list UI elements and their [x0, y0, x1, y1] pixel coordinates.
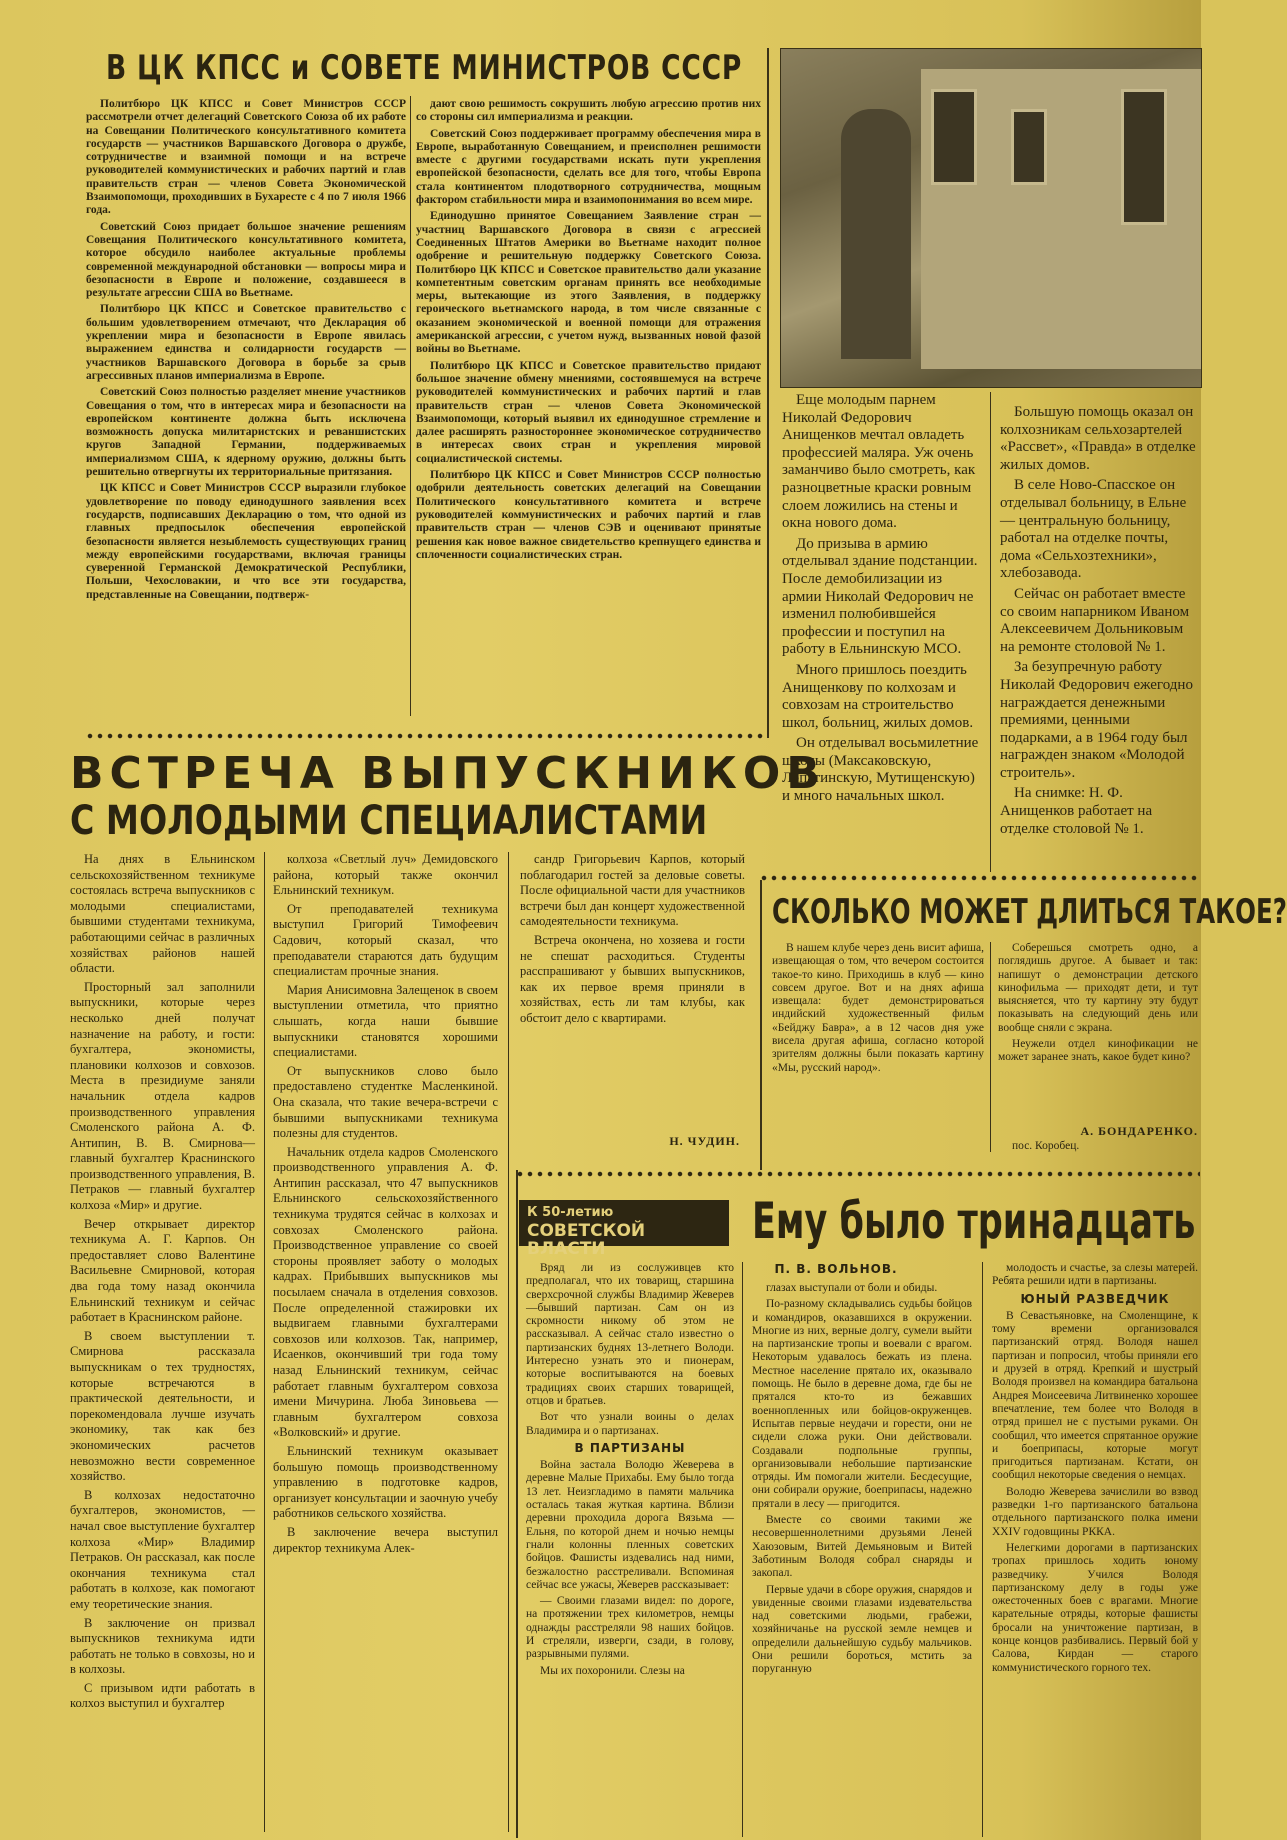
article2-column-1 [70, 852, 255, 1832]
paragraph: Встреча окончена, но хозяева и гости не спешат расходиться. Студенты расспрашивают у бывших выпускников, как их первое время приняли в хозяйствах, есть ли там клубы, как обстоит дело с квартирами. [520, 932, 745, 1025]
paragraph: Ельнинский техникум оказывает большую помощь производственному управлению в подготовке кадров, организует консультации и заочную учебу работников сельского хозяйства. [273, 1443, 498, 1521]
badge-line2: СОВЕТСКОЙ ВЛАСТИ [527, 1221, 646, 1259]
headline-meeting-line2: С МОЛОДЫМИ СПЕЦИАЛИСТАМИ [70, 798, 708, 844]
paragraph: Неужели отдел кинофикации не может заранее знать, какое будет кино? [998, 1038, 1198, 1064]
paragraph: глазах выступали от боли и обиды. [766, 1282, 938, 1294]
column-rule [516, 1170, 518, 1838]
subheading: ЮНЫЙ РАЗВЕДЧИК [1020, 1291, 1170, 1306]
column-rule [982, 1262, 983, 1837]
separator [516, 1170, 1200, 1178]
paragraph: За безупречную работу Николай Федорович ежегодно награждается денежными премиями, ценными подарками, а в 1964 году был награжден знаком «Молодой строитель». [1000, 659, 1193, 781]
subheading: В ПАРТИЗАНЫ [574, 1440, 686, 1455]
paragraph: Политбюро ЦК КПСС и Совет Министров СССР полностью одобрили деятельность советских делегаций на Совещании Политического консультативного комитета и встрече руководителей коммунистических и рабочих партий и глав правительств стран — членов СЭВ и оценивают принятые решения как новое важное свидетельство крепнущего единства и сплоченности социалистических стран. [416, 469, 761, 561]
paragraph: колхоза «Светлый луч» Демидовского района, который также окончил Ельнинский техникум. [273, 852, 498, 898]
anniversary-badge [519, 1200, 729, 1259]
paragraph: Советский Союз поддерживает программу обеспечения мира в Европе, выработанную Совещанием, и преисполнен решимости вместе с другими государствами искать пути укрепления европейской безопасности, сделать все для того, чтобы Европа стала континентом плодотворного сотрудничества, мощным фактором стабильности мира и взаимопонимания во всем мире. [416, 127, 761, 207]
paragraph: Советский Союз придает большое значение решениям Совещания Политического консультативного комитета, которое обсудило наиболее актуальные проблемы современной международной обстановки — вопросы мира и безопасности в Европе и положение, создавшееся в результате агрессии США во Вьетнаме. [86, 220, 406, 300]
paragraph: Начальник отдела кадров Смоленского производственного управления А. Ф. Антипин рассказал, что 47 выпускников Ельнинского сельскохозяйственного техникума трудятся сейчас в колхозах и совхозах Смоленского района. Производственное управление со своей стороны проявляет заботу о молодых кадрах. Прибывших выпускников мы посылаем сначала в отделения совхозов. После определенной стажировки их выдвигаем главными бухгалтерами совхозов или колхозов. Так, например, Исаенков, окончивший три года тому назад Ельнинский техникум, сейчас работает главным бухгалтером совхоза имени Мичурина. Люба Зиновьева — главным бухгалтером совхоза «Волковский» и другие. [273, 1144, 498, 1440]
article1-column-1 [86, 98, 406, 718]
paragraph: Сейчас он работает вместе со своим напарником Иваном Алексеевичем Дольниковым на ремонте столовой № 1. [1000, 585, 1190, 655]
paragraph: Много пришлось поездить Анищенкову по колхозам и совхозам на строительство школ, больниц, жилых домов. [782, 661, 974, 731]
article2-column-3 [520, 852, 745, 1142]
badge-line1: К 50-летию [527, 1205, 614, 1220]
paragraph: Советский Союз полностью разделяет мнение участников Совещания о том, что в интересах мира и безопасности на европейском континенте должна быть исключена возможность допуска милитаристских и реваншистских кругов Западной Германии, поддерживаемых империализмом США, к ядерному оружию, должны быть решительно отвергнуты их территориальные притязания. [86, 386, 406, 479]
article1-column-2 [416, 98, 761, 718]
paragraph: Политбюро ЦК КПСС и Советское правительство с большим удовлетворением отмечают, что Декларация об укреплении мира и безопасности в Европе явилась выражением единства и солидарности государств — участников Варшавского Договора в борьбе за срыв агрессивных планов империализма в Европе. [86, 303, 406, 382]
headline-how-long: СКОЛЬКО МОЖЕТ ДЛИТЬСЯ ТАКОЕ? [772, 892, 1287, 932]
separator [86, 732, 766, 740]
paragraph: В колхозах недостаточно бухгалтеров, экономистов, — начал свое выступление бухгалтер колхоза «Мир» Владимир Петраков. Он рассказал, как после окончания техникума стал работать в колхозе, как помогают ему теоретические знания. [70, 1487, 255, 1611]
paragraph: На днях в Ельнинском сельскохозяйственном техникуме состоялась встреча выпускников с молодыми специалистами, бывшими студентами техникума, работающими сейчас в различных хозяйствах районов нашей области. [70, 852, 255, 976]
paragraph: Мария Анисимовна Залещенок в своем выступлении отметила, что приятно слышать, когда наши бывшие выпускники становятся хорошими специалистами. [273, 982, 498, 1060]
paragraph: В заключение он призвал выпускников техникума идти работать не только в совхозы, но и в колхозы. [70, 1615, 255, 1677]
paragraph: ЦК КПСС и Совет Министров СССР выразили глубокое удовлетворение по поводу единодушного заявления всех государств, подписавших Декларацию о том, что одной из главных предпосылок обеспечения европейской безопасности является незыблемость существующих границ между европейскими государствами, включая границы суверенной Германской Демократической Республики, Польши, Чехословакии, и что все эти государства, представленные на Совещании, подтверж- [86, 482, 406, 601]
headline-thirteen: Ему было тринадцать [752, 1192, 1196, 1250]
paragraph: Война застала Володю Жеверева в деревне Малые Прихабы. Ему было тогда 13 лет. Неизгладимо в памяти мальчика осталась такая жуткая картина. Вблизи деревни проходила дорога Вязьма — Ельня, по которой днем и ночью немцы гнали колонны пленных советских бойцов. Фашисты издевались над ними, безжалостно расстреливали. Вспоминая сейчас все ужасы, Жеверев рассказывает: [526, 1459, 734, 1591]
paragraph: Володю Жеверева зачислили во взвод разведки 1-го партизанского батальона отдельного партизанского полка имени XXIV годовщины РККА. [992, 1485, 1198, 1538]
article3-column-2 [998, 942, 1198, 1142]
column-rule [410, 96, 411, 716]
paragraph: По-разному складывались судьбы бойцов и командиров, оказавшихся в окружении. Многие из них, верные долгу, сумели выйти на партизанские тропы и воевали с врагом. Некоторым удавалось бежать из плена. Местное население прятало их, оказывало помощь. Не было в деревне дома, где бы не прятался кто-то из бежавших военнопленных или бойцов-окруженцев. Испытав первые неудачи и горести, они не сидели сложа руки. Они действовали. Создавали подпольные группы, организовывали небольшие партизанские отряды. Им помогали жители. Бесдесущие, они собирали оружие, боеприпасы, надежно прятали в лесу — пригодится. [752, 1298, 972, 1510]
paragraph: Соберешься смотреть одно, а поглядишь другое. А бывает и так: напишут о демонстрации детского кинофильма — приходят дети, и тут выясняется, что ту картину эту будут показывать на следующий день или вообще сняли с экрана. [998, 942, 1198, 1034]
paragraph: В нашем клубе через день висит афиша, извещающая о том, что вечером состоится такое-то кино. Приходишь в клуб — кино совсем другое. Вот и на днях афиша извещала: будет демонстрироваться индийский художественный фильм «Бейджу Бавра», а в 12 часов дня уже висела другая афиша, согласно которой зрителям должны были показать картину «Мы, русский народ». [772, 942, 984, 1074]
paragraph: От преподавателей техникума выступил Григорий Тимофеевич Садович, который сказал, что преподаватели стараются дать будущим специалистам прочные знания. [273, 901, 498, 979]
paragraph: Еще молодым парнем Николай Федорович Анищенков мечтал овладеть профессией маляра. Уж очень заманчиво было смотреть, как разноцветные краски ровным слоем ложились на стены и окна нового дома. [782, 392, 976, 532]
paragraph: — Своими глазами видел: по дороге, на протяжении трех километров, немцы однажды расстреляли 98 наших бойцов. И стреляли, изверги, сзади, в голову, разрывными пулями. [526, 1595, 734, 1661]
column-rule [990, 392, 991, 872]
article2-column-2 [273, 852, 498, 1832]
signature-chudin: Н. ЧУДИН. [669, 1134, 740, 1148]
paragraph: Вот что узнали воины о делах Владимира и о партизанах. [526, 1411, 734, 1437]
separator [760, 874, 1200, 882]
column-rule [508, 852, 509, 1832]
article3-column-1 [772, 942, 984, 1152]
headline-cpsu: В ЦК КПСС и СОВЕТЕ МИНИСТРОВ СССР [106, 48, 743, 88]
place-korobets: пос. Коробец. [1012, 1140, 1080, 1152]
paragraph: молодость и счастье, за слезы матерей. Ребята решили идти в партизаны. [992, 1262, 1198, 1288]
paragraph: Большую помощь оказал он колхозникам сельхозартелей «Рассвет», «Правда» в отделке жилых домов. [1000, 404, 1196, 473]
photo-story-column-1 [782, 392, 982, 872]
article4-column-2 [752, 1282, 972, 1837]
column-rule [990, 942, 991, 1152]
paragraph: На снимке: Н. Ф. Анищенков работает на отделке столовой № 1. [1000, 785, 1153, 837]
photo-painter [780, 48, 1202, 388]
paragraph: Вряд ли из сослуживцев кто предполагал, что их товарищ, старшина сверхсрочной службы Владимир Жеверев—бывший партизан. Сам он из скромности никому об этом не рассказывал. А сейчас стало известно о партизанских буднях 13-летнего Володи. Интересно узнать это и пионерам, которые воспитываются на боевых традициях своих старших товарищей, отцов и братьев. [526, 1262, 734, 1407]
signature-bondarenko: А. БОНДАРЕНКО. [1080, 1124, 1198, 1138]
column-rule [767, 48, 769, 738]
paragraph: Первые удачи в сборе оружия, снарядов и увиденные своими глазами издевательства над советскими людьми, грабежи, хозяйничанье на русской земле немцев и определили дальнейшую судьбу мальчиков. Они решили бороться, мстить за поруганную [752, 1583, 972, 1676]
paragraph: дают свою решимость сокрушить любую агрессию против них со стороны сил империализма и реакции. [416, 98, 761, 124]
paragraph: Он отделывал восьмилетние школы (Максаковскую, Лопатинскую, Мутищенскую) и много начальных школ. [782, 735, 979, 805]
photo-story-column-2 [1000, 404, 1200, 874]
paragraph: Политбюро ЦК КПСС и Советское правительство придают большое значение обмену мнениями, состоявшемуся на встрече руководителей коммунистических и рабочих партий и глав правительств стран — членов Совета Экономической Взаимопомощи, который выявил их единодушное стремление и далее расширять разностороннее экономическое сотрудничество в интересах своих стран и укрепления мировой социалистической системы. [416, 359, 761, 465]
article4-column-3 [992, 1262, 1198, 1837]
paragraph: Мы их похоронили. Слезы на [540, 1664, 685, 1677]
paragraph: Просторный зал заполнили выпускники, которые через несколько дней получат назначение на работу, и гости: бухгалтера, экономисты, плановики колхозов и совхозов. Места в президиуме заняли начальник отдела кадров производственного управления Смоленского района А. Ф. Антипин, В. В. Смирнова—главный бухгалтер Краснинского производственного управления, В. Петраков — главный бухгалтер колхоза «Мир» и другие. [70, 979, 255, 1213]
paragraph: Единодушно принятое Совещанием Заявление стран — участниц Варшавского Договора в связи с агрессией Соединенных Штатов Америки во Вьетнаме находит полное одобрение и решительную поддержку Советского Союза. Политбюро ЦК КПСС и Советское правительство дали указание компетентным советским органам принять все необходимые меры, вытекающие из этого Заявления, в поддержку героического вьетнамского народа, в том числе связанные с оказанием экономической и военной помощи для отражения американской агрессии, с учетом нужд, вызванных новой фазой войны во Вьетнаме. [416, 210, 761, 356]
column-rule [264, 852, 265, 1832]
article4-column-1 [526, 1262, 734, 1837]
headline-meeting-line1: ВСТРЕЧА ВЫПУСКНИКОВ [70, 748, 826, 799]
paragraph: В заключение вечера выступил директор техникума Алек- [273, 1524, 498, 1555]
paragraph: Вместе со своими такими же несовершеннолетними друзьями Леней Хаюзовым, Витей Демьяновым и Витей Заботиным Володя собрал снаряды и закопал. [752, 1514, 972, 1580]
paragraph: сандр Григорьевич Карпов, который поблагодарил гостей за деловые советы. После официальной части для участников встречи был дан концерт художественной самодеятельности техникума. [520, 852, 746, 929]
author-volnov: П. В. ВОЛЬНОВ. [774, 1262, 898, 1276]
paragraph: Вечер открывает директор техникума А. Г. Карпов. Он предоставляет слово Валентине Васильевне Смирновой, которая два года тому назад окончила Ельнинский техникум и сейчас работает в Краснинском районе. [70, 1216, 255, 1325]
paragraph: Политбюро ЦК КПСС и Совет Министров СССР рассмотрели отчет делегаций Советского Союза об их работе на Совещании Политического консультативного комитета государств — участников Варшавского Договора о дружбе, сотрудничестве и взаимной помощи и на встрече руководителей коммунистических и рабочих партий и глав правительств стран — членов Совета Экономической Взаимопомощи, проходивших в Бухаресте с 4 по 7 июля 1966 года. [86, 98, 406, 217]
paragraph: От выпускников слово было предоставлено студентке Масленкиной. Она сказала, что такие вечера-встречи с бывшими выпускниками техникума полезны для студентов. [273, 1063, 498, 1141]
column-rule [742, 1262, 743, 1837]
paragraph: В своем выступлении т. Смирнова рассказала выпускникам о тех трудностях, которые встречаются в практической деятельности, и порекомендовала лучше изучать экономику, так как без экономических расчетов невозможно вести современное хозяйство. [70, 1328, 255, 1484]
column-rule [760, 880, 762, 1170]
paragraph: Нелегкими дорогами в партизанских тропах пришлось ходить юному разведчику. Учился Володя партизанскому делу в годы уже ожесточенных боев с врагами. Многие карательные отряды, которые фашисты бросали на уничтожение партизан, в конце концов разбивались. Первый бой у Салова, Кирдан — старого коммунистического горного тех. [992, 1541, 1198, 1674]
paragraph: С призывом идти работать в колхоз выступил и бухгалтер [70, 1680, 255, 1711]
paragraph: В Севастьяновке, на Смоленщине, к тому времени организовался партизанский отряд. Володя нашел партизан и попросил, чтобы приняли его и друзей в отряд. Крепкий и шустрый Володя произвел на командира батальона Андрея Моисеевича Литвиненко хорошее впечатление, тем более что Володя в отряд пришел не с пустыми руками. Он сообщил, что имеется спрятанное оружие и боеприпасы, которые могут пригодиться партизанам. Кстати, он сообщил некоторые сведения о немцах. [992, 1309, 1198, 1482]
paragraph: До призыва в армию отделывал здание подстанции. После демобилизации из армии Николай Федорович не изменил полюбившейся профессии и поступил на работу в Ельнинскую МСО. [782, 535, 978, 658]
paragraph: В селе Ново-Спасское он отделывал больницу, в Ельне — центральную больницу, работал на отделке почты, дома «Сельхозтехники», хлебозавода. [1000, 477, 1187, 582]
